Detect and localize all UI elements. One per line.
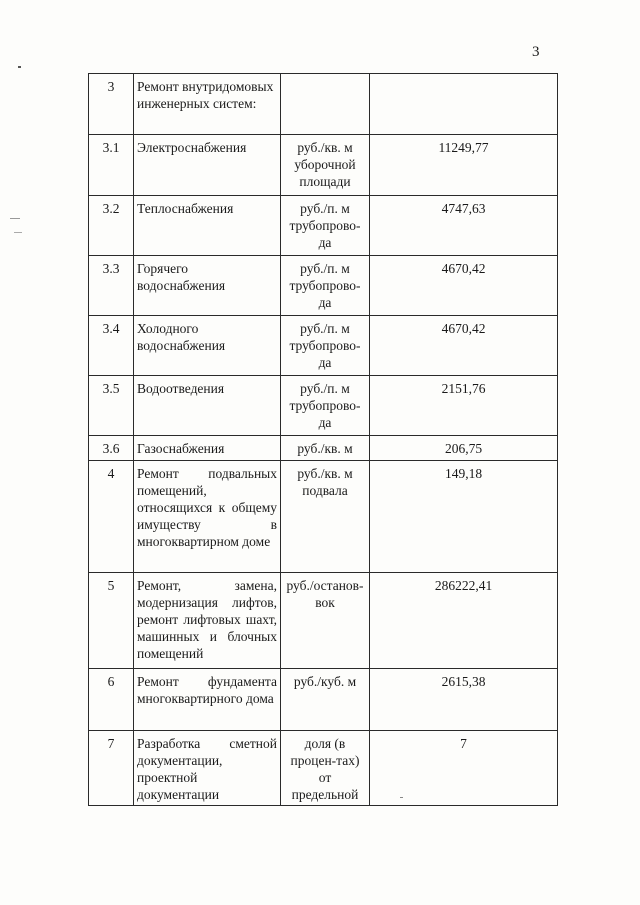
work-name: Ремонт внутридомовых инженерных систем: [134, 74, 281, 135]
row-number: 4 [89, 461, 134, 573]
work-name: Ремонт, замена, модернизация лифтов, ремонт лифтовых шахт, машинных и блочных помещений [134, 573, 281, 669]
row-number: 5 [89, 573, 134, 669]
row-number: 3.6 [89, 436, 134, 461]
row-number: 3.2 [89, 196, 134, 256]
row-number: 3.3 [89, 256, 134, 316]
rate-value: 206,75 [370, 436, 558, 461]
unit: руб./кв. м [281, 436, 370, 461]
work-name: Теплоснабжения [134, 196, 281, 256]
work-name: Ремонт фундамента многоквартирного дома [134, 669, 281, 731]
rate-value: 2615,38 [370, 669, 558, 731]
table-row [89, 196, 558, 256]
rate-value: 2151,76 [370, 376, 558, 436]
rate-value: 7 [370, 731, 558, 806]
table-row [89, 436, 558, 461]
table-row [89, 731, 558, 806]
table-row [89, 376, 558, 436]
unit: руб./п. м трубопрово-да [281, 316, 370, 376]
rate-value [370, 74, 558, 135]
table-row [89, 256, 558, 316]
scan-speck [18, 66, 21, 68]
row-number: 3 [89, 74, 134, 135]
unit: руб./п. м трубопрово-да [281, 376, 370, 436]
rate-value: 4670,42 [370, 256, 558, 316]
rate-value: 4670,42 [370, 316, 558, 376]
work-name: Водоотведения [134, 376, 281, 436]
scan-speck [14, 232, 22, 233]
scan-speck [10, 218, 20, 219]
unit: руб./п. м трубопрово-да [281, 196, 370, 256]
rate-value: 11249,77 [370, 135, 558, 196]
unit: руб./останов-вок [281, 573, 370, 669]
table-row [89, 461, 558, 573]
rates-table [88, 73, 558, 806]
unit: руб./куб. м [281, 669, 370, 731]
unit: руб./кв. м уборочной площади [281, 135, 370, 196]
row-number: 6 [89, 669, 134, 731]
unit [281, 74, 370, 135]
row-number: 7 [89, 731, 134, 806]
row-number: 3.5 [89, 376, 134, 436]
unit: доля (в процен-тах) от предельной [281, 731, 370, 806]
rate-value: 286222,41 [370, 573, 558, 669]
row-number: 3.4 [89, 316, 134, 376]
unit: руб./кв. м подвала [281, 461, 370, 573]
table-row [89, 135, 558, 196]
table-row [89, 669, 558, 731]
rate-value: 149,18 [370, 461, 558, 573]
table-row [89, 573, 558, 669]
page-number: 3 [532, 44, 540, 60]
work-name: Электроснабжения [134, 135, 281, 196]
work-name: Разработка сметной документации, проектной документации [134, 731, 281, 806]
work-name: Горячего водоснабжения [134, 256, 281, 316]
table-row [89, 74, 558, 135]
table-row [89, 316, 558, 376]
work-name: Ремонт подвальных помещений, относящихся к общему имуществу в многоквартирном доме [134, 461, 281, 573]
unit: руб./п. м трубопрово-да [281, 256, 370, 316]
work-name: Холодного водоснабжения [134, 316, 281, 376]
row-number: 3.1 [89, 135, 134, 196]
rate-value: 4747,63 [370, 196, 558, 256]
work-name: Газоснабжения [134, 436, 281, 461]
